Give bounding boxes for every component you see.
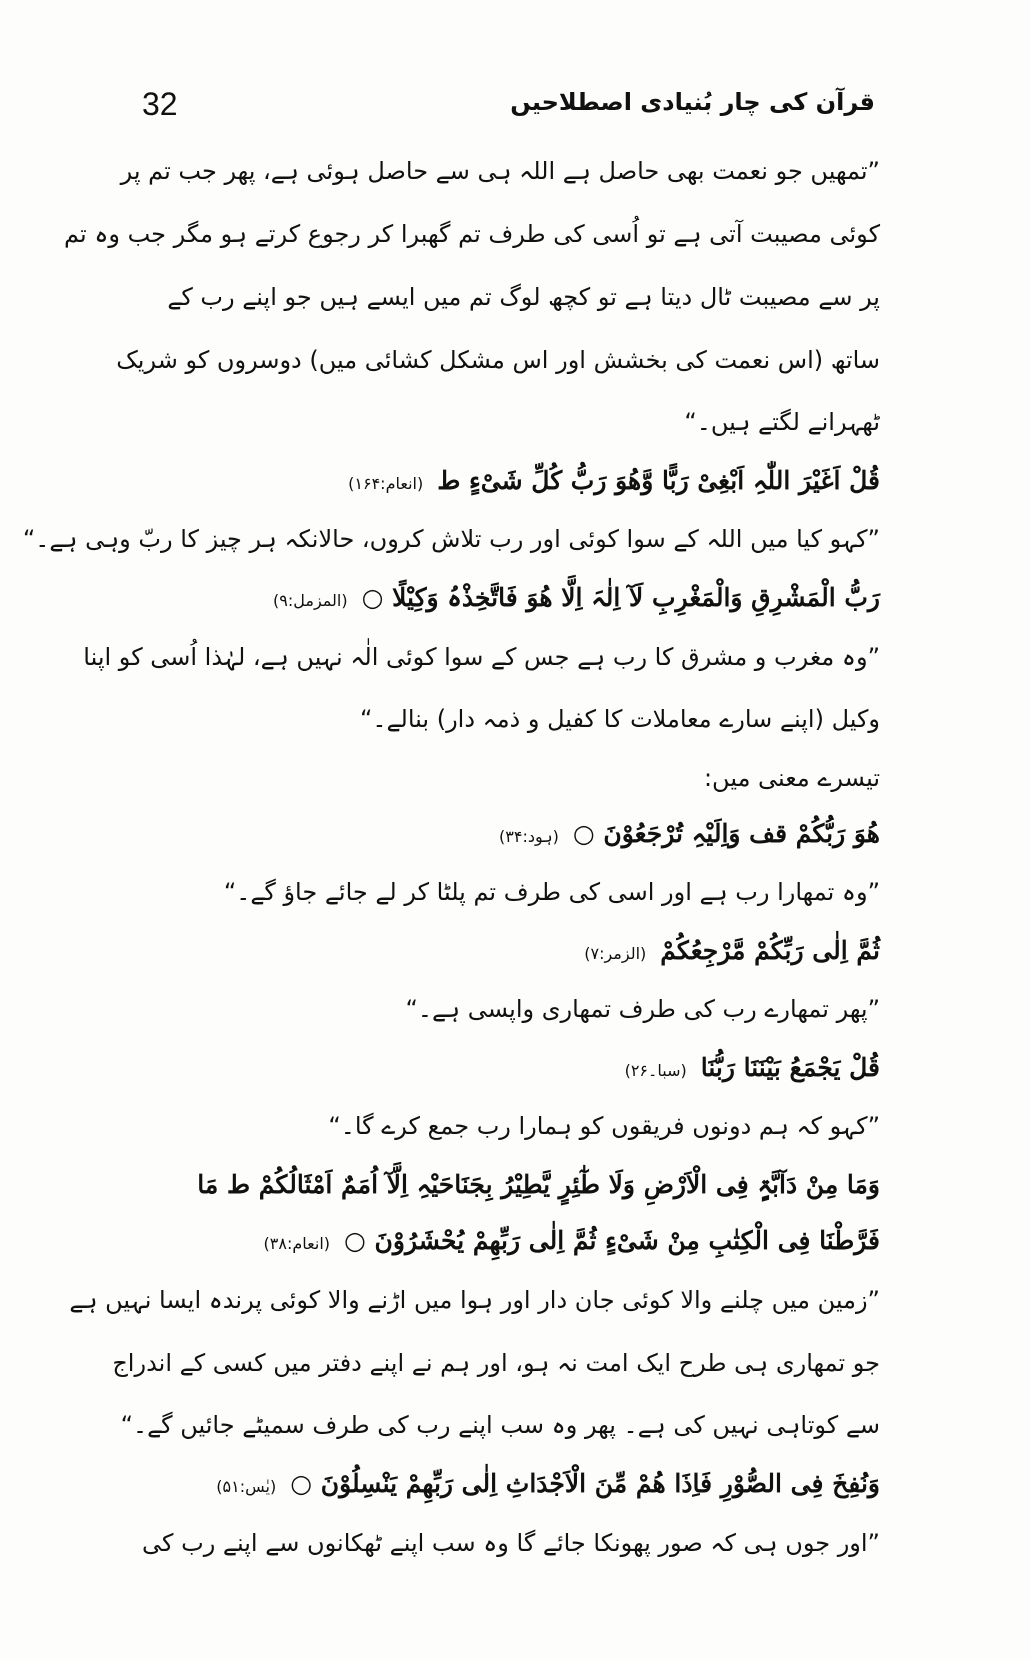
quran-verse	[150, 1213, 880, 1269]
quran-verse	[150, 923, 880, 979]
translation-line: ”زمین میں چلنے والا کوئی جان دار اور ہوا میں اڑنے والا کوئی پرندہ ایسا نہیں ہے	[69, 1286, 880, 1314]
text-line: ”تمھیں جو نعمت بھی حاصل ہے اللہ ہی سے حاصل ہوئی ہے، پھر جب تم پر	[120, 157, 880, 185]
translation-line: ”اور جوں ہی کہ صور پھونکا جائے گا وہ سب اپنے ٹھکانوں سے اپنے رب کی	[142, 1529, 880, 1557]
verse-reference: (انعام:۳۸)	[263, 1234, 331, 1253]
quran-verse	[150, 1040, 880, 1096]
running-title: قرآن کی چار بُنیادی اصطلاحیں	[510, 88, 875, 116]
verse-reference: (الزمر:۷)	[584, 944, 647, 963]
verse-reference: (المزمل:۹)	[273, 591, 348, 610]
quran-verse	[150, 1456, 880, 1512]
text-line: ٹھہرانے لگتے ہیں۔“	[684, 408, 880, 436]
page-body	[22, 140, 880, 1575]
verse-text: فَرَّطْنَا فِی الْکِتٰبِ مِنْ شَیْءٍ ثُمَّ اِلٰی رَبِّھِمْ یُحْشَرُوْنَ ○	[344, 1226, 880, 1255]
verse-text: ھُوَ رَبُّکُمْ قف وَاِلَیْہِ تُرْجَعُوْنَ ○	[572, 819, 880, 848]
verse-text: وَمَا مِنْ دَآبَّۃٍ فِی الْاَرْضِ وَلَا طٰٓئِرٍ یَّطِیْرُ بِجَنَاحَیْہِ اِلَّآ اُمَمٌ اَمْثَالُکُمْ ط مَا	[197, 1170, 880, 1199]
verse-text: ثُمَّ اِلٰی رَبِّکُمْ مَّرْجِعُکُمْ	[660, 936, 880, 965]
verse-reference: (ہود:۳۴)	[499, 827, 559, 846]
page-number: 32	[142, 86, 178, 122]
translation-line: ”پھر تمھارے رب کی طرف تمھاری واپسی ہے۔“	[405, 995, 880, 1023]
quran-verse	[150, 806, 880, 862]
verse-text: قُلْ یَجْمَعُ بَیْنَنَا رَبُّنَا	[700, 1053, 880, 1082]
translation-line: وکیل (اپنے سارے معاملات کا کفیل و ذمہ دار) بنالے۔“	[359, 705, 880, 733]
page-header	[130, 86, 875, 126]
verse-reference: (سبا۔۲۶)	[624, 1061, 687, 1080]
verse-text: رَبُّ الْمَشْرِقِ وَالْمَغْرِبِ لَآ اِلٰہَ اِلَّا ھُوَ فَاتَّخِذْہُ وَکِیْلًا ○	[361, 583, 880, 612]
text-line: ساتھ (اس نعمت کی بخشش اور اس مشکل کشائی میں) دوسروں کو شریک	[116, 346, 880, 374]
quran-verse	[150, 570, 880, 626]
translation-line: جو تمھاری ہی طرح ایک امت نہ ہو، اور ہم نے اپنے دفتر میں کسی کے اندراج	[112, 1349, 880, 1377]
quran-verse	[150, 453, 880, 509]
translation-line: ”کہو کہ ہم دونوں فریقوں کو ہمارا رب جمع کرے گا۔“	[328, 1112, 880, 1140]
text-line: کوئی مصیبت آتی ہے تو اُسی کی طرف تم گھبرا کر رجوع کرتے ہو مگر جب وہ تم	[64, 220, 880, 248]
verse-text: وَنُفِخَ فِی الصُّوْرِ فَاِذَا ھُمْ مِّنَ الْاَجْدَاثِ اِلٰی رَبِّھِمْ یَنْسِلُوْنَ ○	[290, 1469, 880, 1498]
translation-line: ”وہ مغرب و مشرق کا رب ہے جس کے سوا کوئی الٰہ نہیں ہے، لہٰذا اُسی کو اپنا	[83, 643, 880, 671]
translation-line: سے کوتاہی نہیں کی ہے۔ پھر وہ سب اپنے رب کی طرف سمیٹے جائیں گے۔“	[120, 1411, 880, 1439]
translation-line: ”وہ تمھارا رب ہے اور اسی کی طرف تم پلٹا کر لے جائے جاؤ گے۔“	[223, 878, 880, 906]
verse-text: قُلْ اَغَیْرَ اللّٰہِ اَبْغِیْ رَبًّا وَّھُوَ رَبُّ کُلِّ شَیْءٍ ط	[437, 466, 880, 495]
section-heading: تیسرے معنی میں:	[703, 764, 880, 792]
translation-line: ”کہو کیا میں اللہ کے سوا کوئی اور رب تلاش کروں، حالانکہ ہر چیز کا ربّ وہی ہے۔“	[22, 525, 880, 553]
text-line: پر سے مصیبت ٹال دیتا ہے تو کچھ لوگ تم میں ایسے ہیں جو اپنے رب کے	[167, 283, 880, 311]
verse-reference: (انعام:۱۶۴)	[348, 474, 424, 493]
verse-reference: (یٰس:۵۱)	[216, 1477, 277, 1496]
quran-verse	[150, 1157, 880, 1213]
